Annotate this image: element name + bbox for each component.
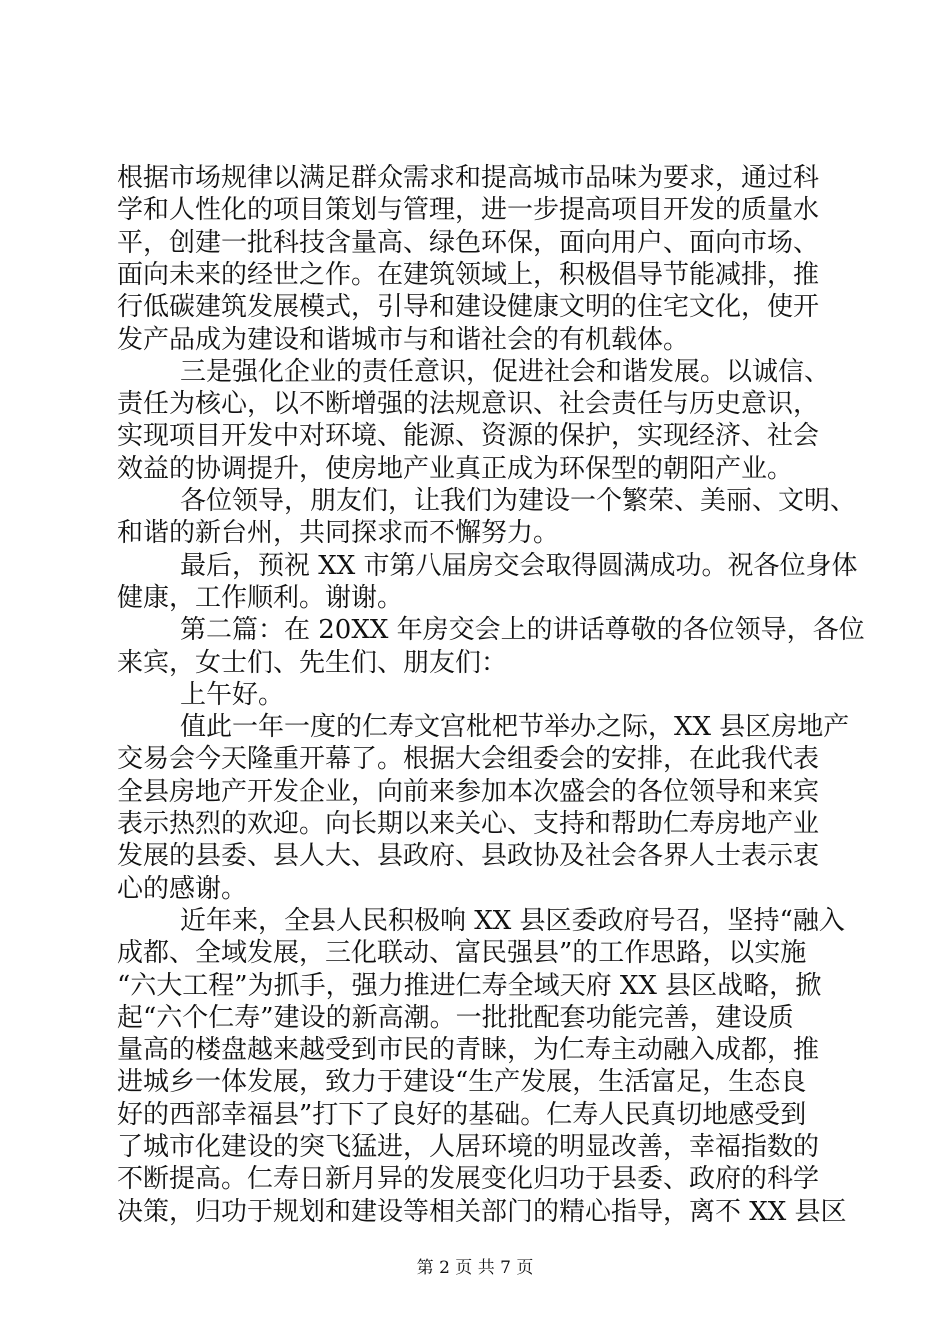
text-line: 起“六个仁寿”建设的新高潮。一批批配套功能完善，建设质 <box>117 1002 794 1033</box>
page-footer: 第 2 页 共 7 页 <box>416 1257 534 1278</box>
text-line: 发产品成为建设和谐城市与和谐社会的有机载体。 <box>117 324 690 355</box>
paragraph-start-line: 值此一年一度的仁寿文宫枇杷节举办之际，XX 县区房地产 <box>180 712 850 743</box>
text-line: 和谐的新台州，共同探求而不懈努力。 <box>117 518 560 549</box>
text-line: 责任为核心，以不断增强的法规意识、社会责任与历史意识， <box>117 389 820 420</box>
text-line: 健康，工作顺利。谢谢。 <box>117 582 404 613</box>
text-line: 了城市化建设的突飞猛进，人居环境的明显改善，幸福指数的 <box>117 1132 820 1162</box>
text-line: 面向未来的经世之作。在建筑领域上，积极倡导节能减排，推 <box>117 259 820 290</box>
text-line: 来宾，女士们、先生们、朋友们： <box>117 647 508 678</box>
text-line: 量高的楼盘越来越受到市民的青睐，为仁寿主动融入成都，推 <box>117 1035 820 1066</box>
paragraph-start-line: 各位领导，朋友们，让我们为建设一个繁荣、美丽、文明、 <box>180 486 857 516</box>
text-line: 心的感谢。 <box>117 873 248 904</box>
text-line: 行低碳建筑发展模式，引导和建设健康文明的住宅文化，使开 <box>117 292 820 323</box>
text-line: 平，创建一批科技含量高、绿色环保，面向用户、面向市场、 <box>117 227 820 258</box>
text-line: 表示热烈的欢迎。向长期以来关心、支持和帮助仁寿房地产业 <box>117 809 820 839</box>
text-line: 好的西部幸福县”打下了良好的基础。仁寿人民真切地感受到 <box>117 1099 807 1130</box>
paragraph-start-line: 最后，预祝 XX 市第八届房交会取得圆满成功。祝各位身体 <box>180 550 858 581</box>
text-line: 决策，归功于规划和建设等相关部门的精心指导，离不 XX 县区 <box>117 1196 847 1227</box>
text-line: “六大工程”为抓手，强力推进仁寿全域天府 XX 县区战略，掀 <box>117 970 822 1001</box>
text-line: 学和人性化的项目策划与管理，进一步提高项目开发的质量水 <box>117 195 820 226</box>
text-line: 实现项目开发中对环境、能源、资源的保护，实现经济、社会 <box>117 421 820 452</box>
text-line: 根据市场规律以满足群众需求和提高城市品味为要求，通过科 <box>117 163 820 193</box>
text-line: 交易会今天隆重开幕了。根据大会组委会的安排，在此我代表 <box>117 744 820 775</box>
paragraph-start-line: 上午好。 <box>180 679 285 710</box>
text-line: 进城乡一体发展，致力于建设“生产发展，生活富足，生态良 <box>117 1067 807 1098</box>
text-line: 效益的协调提升，使房地产业真正成为环保型的朝阳产业。 <box>117 453 794 484</box>
text-line: 全县房地产开发企业，向前来参加本次盛会的各位领导和来宾 <box>117 776 820 807</box>
text-line: 成都、全域发展，三化联动、富民强县”的工作思路，以实施 <box>117 938 807 969</box>
text-line: 发展的县委、县人大、县政府、县政协及社会各界人士表示衷 <box>117 841 820 872</box>
paragraph-start-line: 近年来，全县人民积极响 XX 县区委政府号召，坚持“融入 <box>180 905 845 936</box>
text-line: 不断提高。仁寿日新月异的发展变化归功于县委、政府的科学 <box>117 1164 820 1195</box>
paragraph-start-line: 第二篇：在 20XX 年房交会上的讲话尊敬的各位领导，各位 <box>180 615 865 646</box>
paragraph-start-line: 三是强化企业的责任意识，促进社会和谐发展。以诚信、 <box>180 356 831 387</box>
